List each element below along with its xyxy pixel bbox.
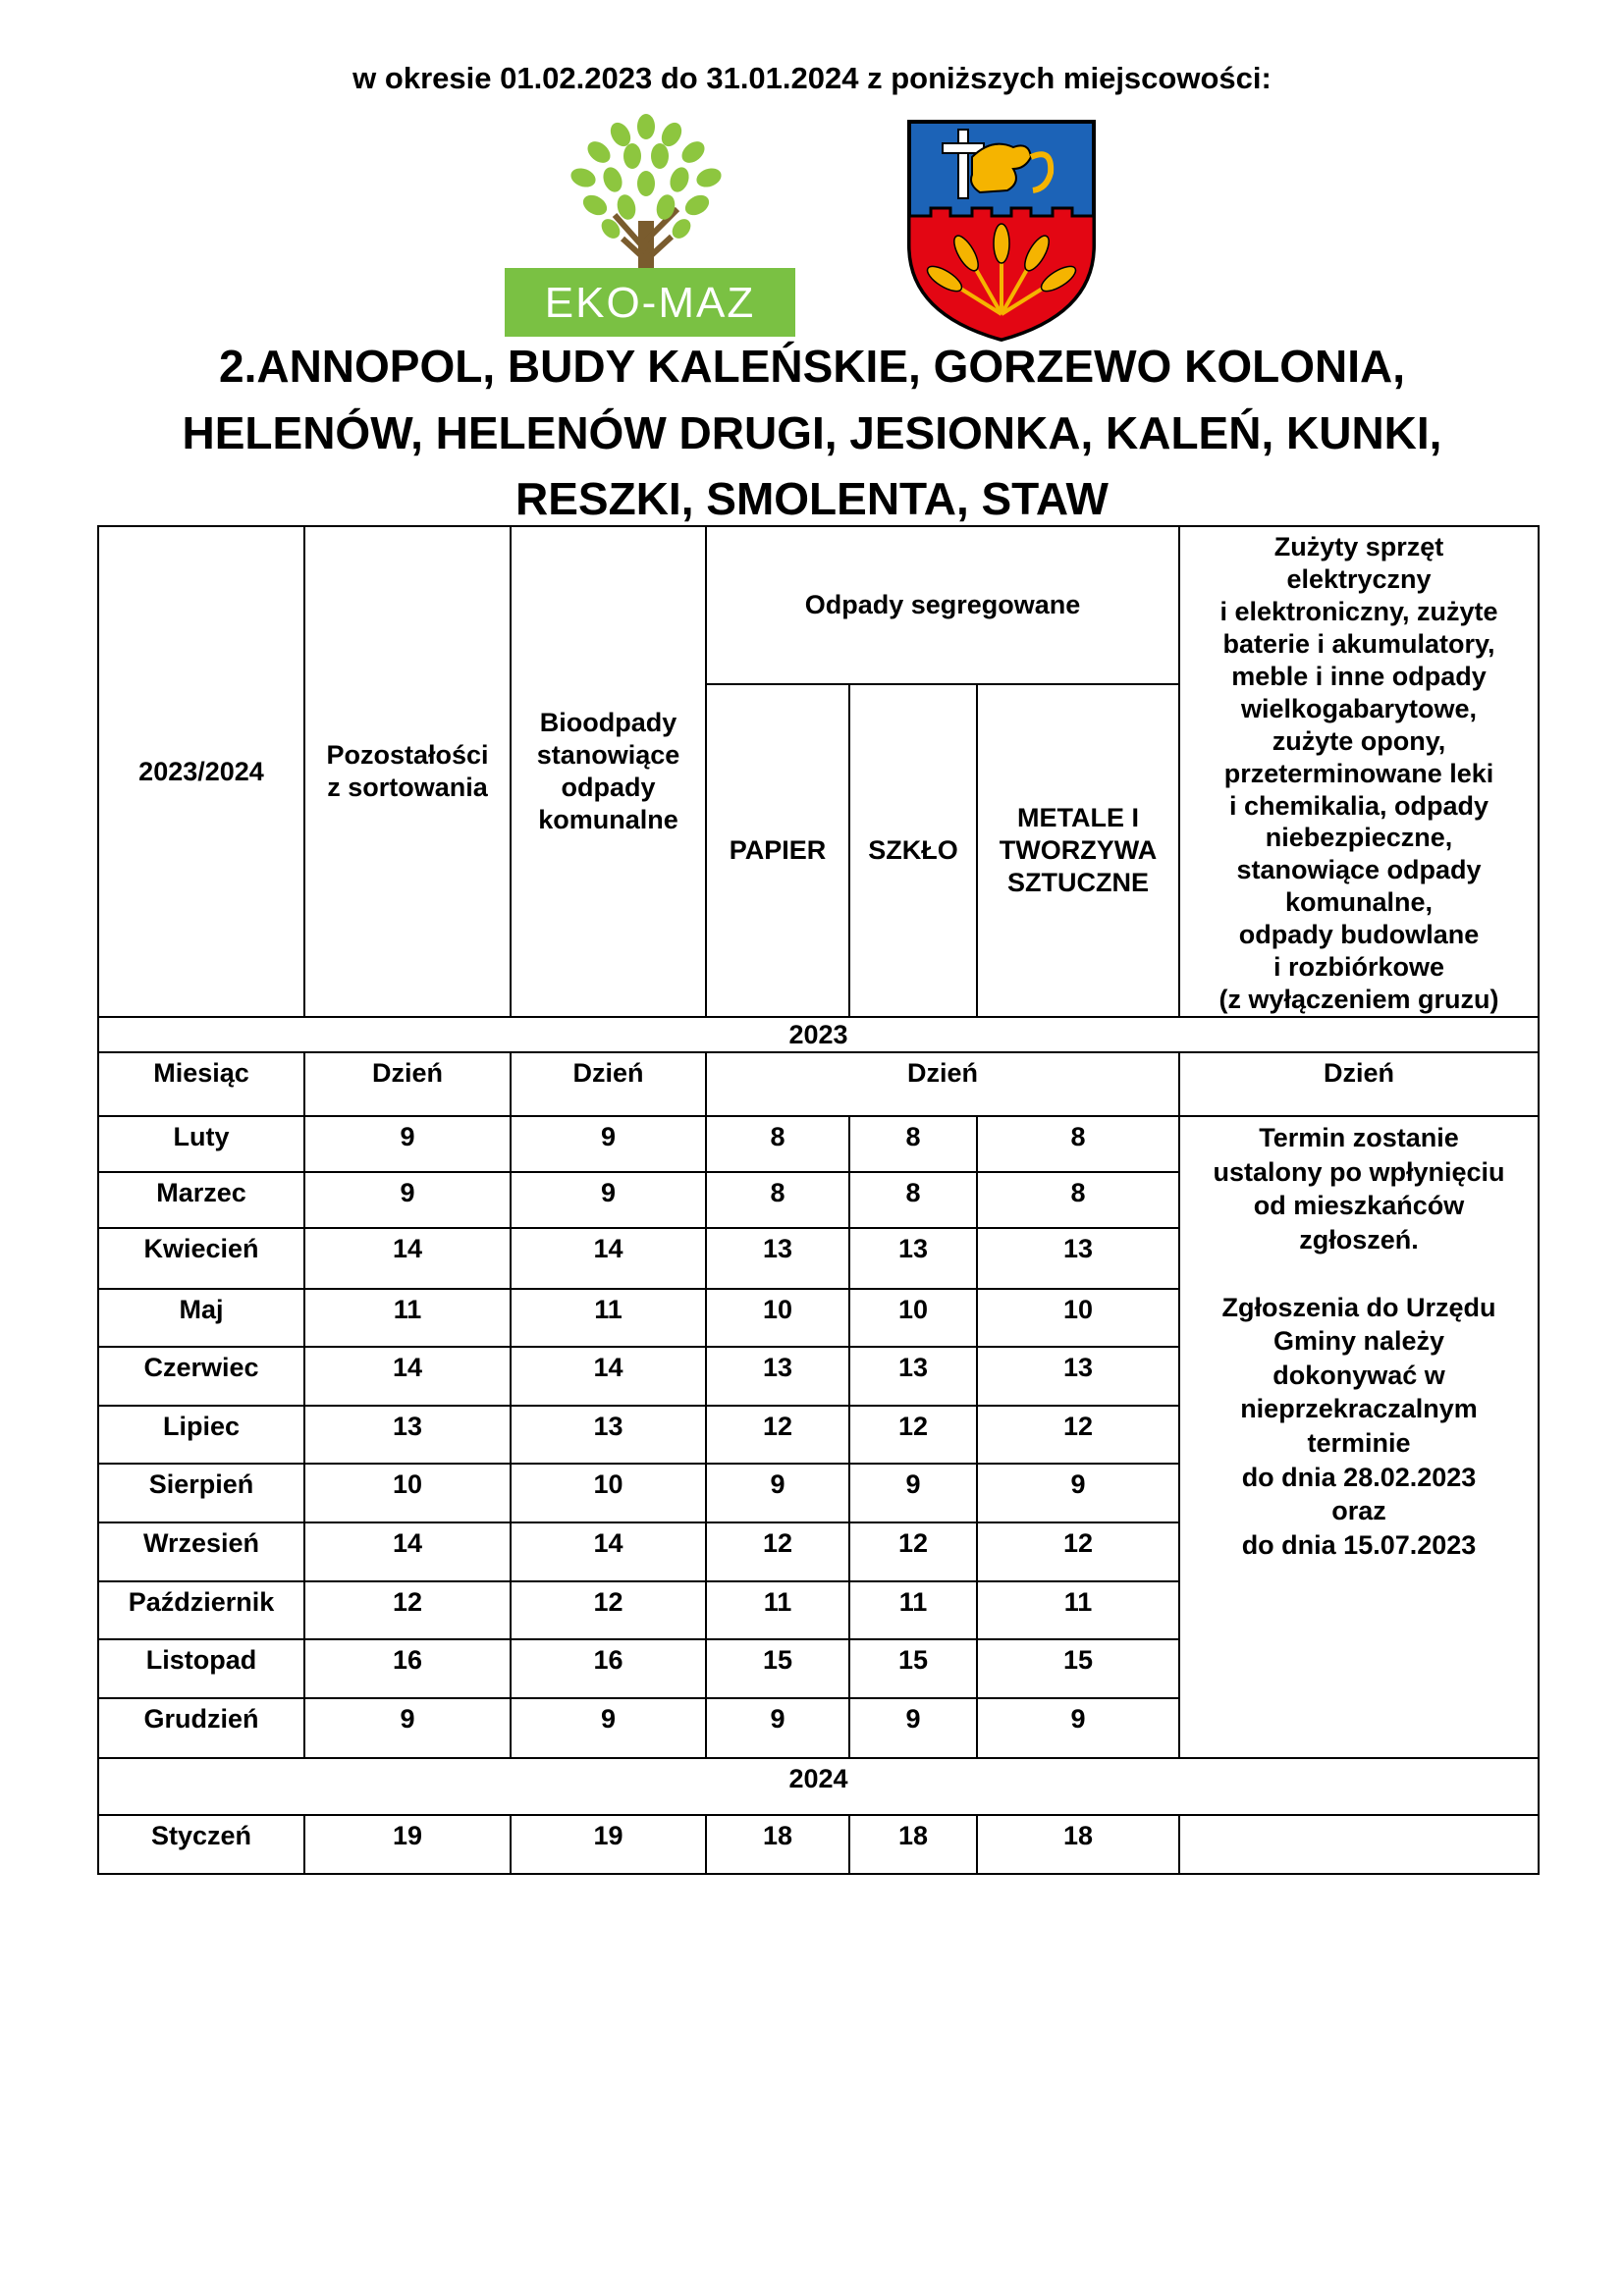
month-cell: Sierpień [98, 1464, 304, 1522]
bio-cell: 14 [511, 1228, 706, 1289]
paper-cell: 15 [706, 1639, 849, 1698]
paper-cell: 18 [706, 1815, 849, 1874]
metal-cell: 11 [977, 1581, 1179, 1639]
glass-cell: 15 [849, 1639, 977, 1698]
metal-cell: 15 [977, 1639, 1179, 1698]
glass-cell: 12 [849, 1522, 977, 1581]
residual-cell: 16 [304, 1639, 511, 1698]
residual-cell: 10 [304, 1464, 511, 1522]
bio-cell: 12 [511, 1581, 706, 1639]
month-cell: Grudzień [98, 1698, 304, 1758]
paper-cell: 13 [706, 1347, 849, 1406]
metal-cell: 18 [977, 1815, 1179, 1874]
paper-cell: 10 [706, 1289, 849, 1347]
residual-cell: 9 [304, 1172, 511, 1228]
bio-cell: 14 [511, 1522, 706, 1581]
residual-cell: 19 [304, 1815, 511, 1874]
header-paper: PAPIER [706, 684, 849, 1017]
eko-maz-logo [505, 113, 799, 337]
metal-cell: 9 [977, 1464, 1179, 1522]
paper-cell: 8 [706, 1172, 849, 1228]
paper-cell: 12 [706, 1406, 849, 1464]
residual-cell: 11 [304, 1289, 511, 1347]
month-cell: Listopad [98, 1639, 304, 1698]
heading-line: 2.ANNOPOL, BUDY KALEŃSKIE, GORZEWO KOLONIA, [219, 341, 1405, 392]
metal-cell: 13 [977, 1228, 1179, 1289]
paper-cell: 8 [706, 1116, 849, 1172]
month-cell: Październik [98, 1581, 304, 1639]
residual-cell: 14 [304, 1228, 511, 1289]
header-segregated: Odpady segregowane [706, 526, 1179, 684]
collection-schedule-table [97, 525, 1540, 1875]
paper-cell: 12 [706, 1522, 849, 1581]
heading-line: RESZKI, SMOLENTA, STAW [515, 473, 1109, 525]
metal-cell: 8 [977, 1116, 1179, 1172]
metal-cell: 12 [977, 1522, 1179, 1581]
metal-cell: 12 [977, 1406, 1179, 1464]
empty-cell [1179, 1815, 1539, 1874]
table-row [98, 1815, 1539, 1874]
residual-cell: 12 [304, 1581, 511, 1639]
subheader-month: Miesiąc [98, 1052, 304, 1116]
month-cell: Styczeń [98, 1815, 304, 1874]
glass-cell: 8 [849, 1172, 977, 1228]
heading-line: HELENÓW, HELENÓW DRUGI, JESIONKA, KALEŃ, KUNKI, [182, 406, 1442, 458]
metal-cell: 8 [977, 1172, 1179, 1228]
paper-cell: 9 [706, 1464, 849, 1522]
subheader-day: Dzień [304, 1052, 511, 1116]
glass-cell: 12 [849, 1406, 977, 1464]
residual-cell: 9 [304, 1698, 511, 1758]
glass-cell: 8 [849, 1116, 977, 1172]
subheader-day: Dzień [511, 1052, 706, 1116]
header-glass: SZKŁO [849, 684, 977, 1017]
month-cell: Luty [98, 1116, 304, 1172]
subheader-day: Dzień [706, 1052, 1179, 1116]
month-cell: Maj [98, 1289, 304, 1347]
glass-cell: 13 [849, 1228, 977, 1289]
month-cell: Lipiec [98, 1406, 304, 1464]
bio-cell: 11 [511, 1289, 706, 1347]
residual-cell: 14 [304, 1347, 511, 1406]
logo-text: EKO-MAZ [544, 279, 756, 327]
paper-cell: 13 [706, 1228, 849, 1289]
year-row-2024: 2024 [98, 1758, 1539, 1815]
glass-cell: 11 [849, 1581, 977, 1639]
metal-cell: 10 [977, 1289, 1179, 1347]
bio-cell: 9 [511, 1172, 706, 1228]
table-row [98, 1116, 1539, 1172]
subheader-day: Dzień [1179, 1052, 1539, 1116]
metal-cell: 9 [977, 1698, 1179, 1758]
month-cell: Marzec [98, 1172, 304, 1228]
bio-cell: 14 [511, 1347, 706, 1406]
header-bulky-text: Zużyty sprzęt elektryczny i elektroniczny, zużyte baterie i akumulatory, meble i inne odpady wielkogabarytowe, zużyte opony, przeterminowane leki i chemikalia, odpady niebezpieczne, stanowiące odpady komunalne, [1219, 532, 1498, 918]
tree-icon [568, 114, 725, 288]
glass-cell: 9 [849, 1698, 977, 1758]
header-bulky-text-2: odpady budowlane i rozbiórkowe (z wyłączeniem gruzu) [1218, 920, 1499, 1015]
month-cell: Wrzesień [98, 1522, 304, 1581]
bio-cell: 19 [511, 1815, 706, 1874]
month-cell: Kwiecień [98, 1228, 304, 1289]
localities-heading [59, 334, 1565, 533]
metal-cell: 13 [977, 1347, 1179, 1406]
glass-cell: 9 [849, 1464, 977, 1522]
paper-cell: 11 [706, 1581, 849, 1639]
residual-cell: 13 [304, 1406, 511, 1464]
glass-cell: 18 [849, 1815, 977, 1874]
bio-cell: 13 [511, 1406, 706, 1464]
header-bio: Bioodpady stanowiące odpady komunalne [511, 526, 706, 1017]
period-subtitle: w okresie 01.02.2023 do 31.01.2024 z poniższych miejscowości: [352, 61, 1272, 95]
coat-of-arms [903, 118, 1100, 344]
paper-cell: 9 [706, 1698, 849, 1758]
bio-cell: 9 [511, 1116, 706, 1172]
residual-cell: 14 [304, 1522, 511, 1581]
header-period: 2023/2024 [98, 526, 304, 1017]
header-bulky [1179, 526, 1539, 1017]
header-metal: METALE I TWORZYWA SZTUCZNE [977, 684, 1179, 1017]
month-cell: Czerwiec [98, 1347, 304, 1406]
bio-cell: 16 [511, 1639, 706, 1698]
residual-cell: 9 [304, 1116, 511, 1172]
bio-cell: 10 [511, 1464, 706, 1522]
glass-cell: 13 [849, 1347, 977, 1406]
glass-cell: 10 [849, 1289, 977, 1347]
header-residual: Pozostałości z sortowania [304, 526, 511, 1017]
year-row-2023: 2023 [98, 1017, 1539, 1052]
bio-cell: 9 [511, 1698, 706, 1758]
bulky-note: Termin zostanie ustalony po wpłynięciu od mieszkańców zgłoszeń. Zgłoszenia do Urzędu Gminy należy dokonywać w nieprzekraczalnym terminie do dnia 28.02.2023 oraz do dnia 15.07.2023 [1179, 1116, 1539, 1758]
